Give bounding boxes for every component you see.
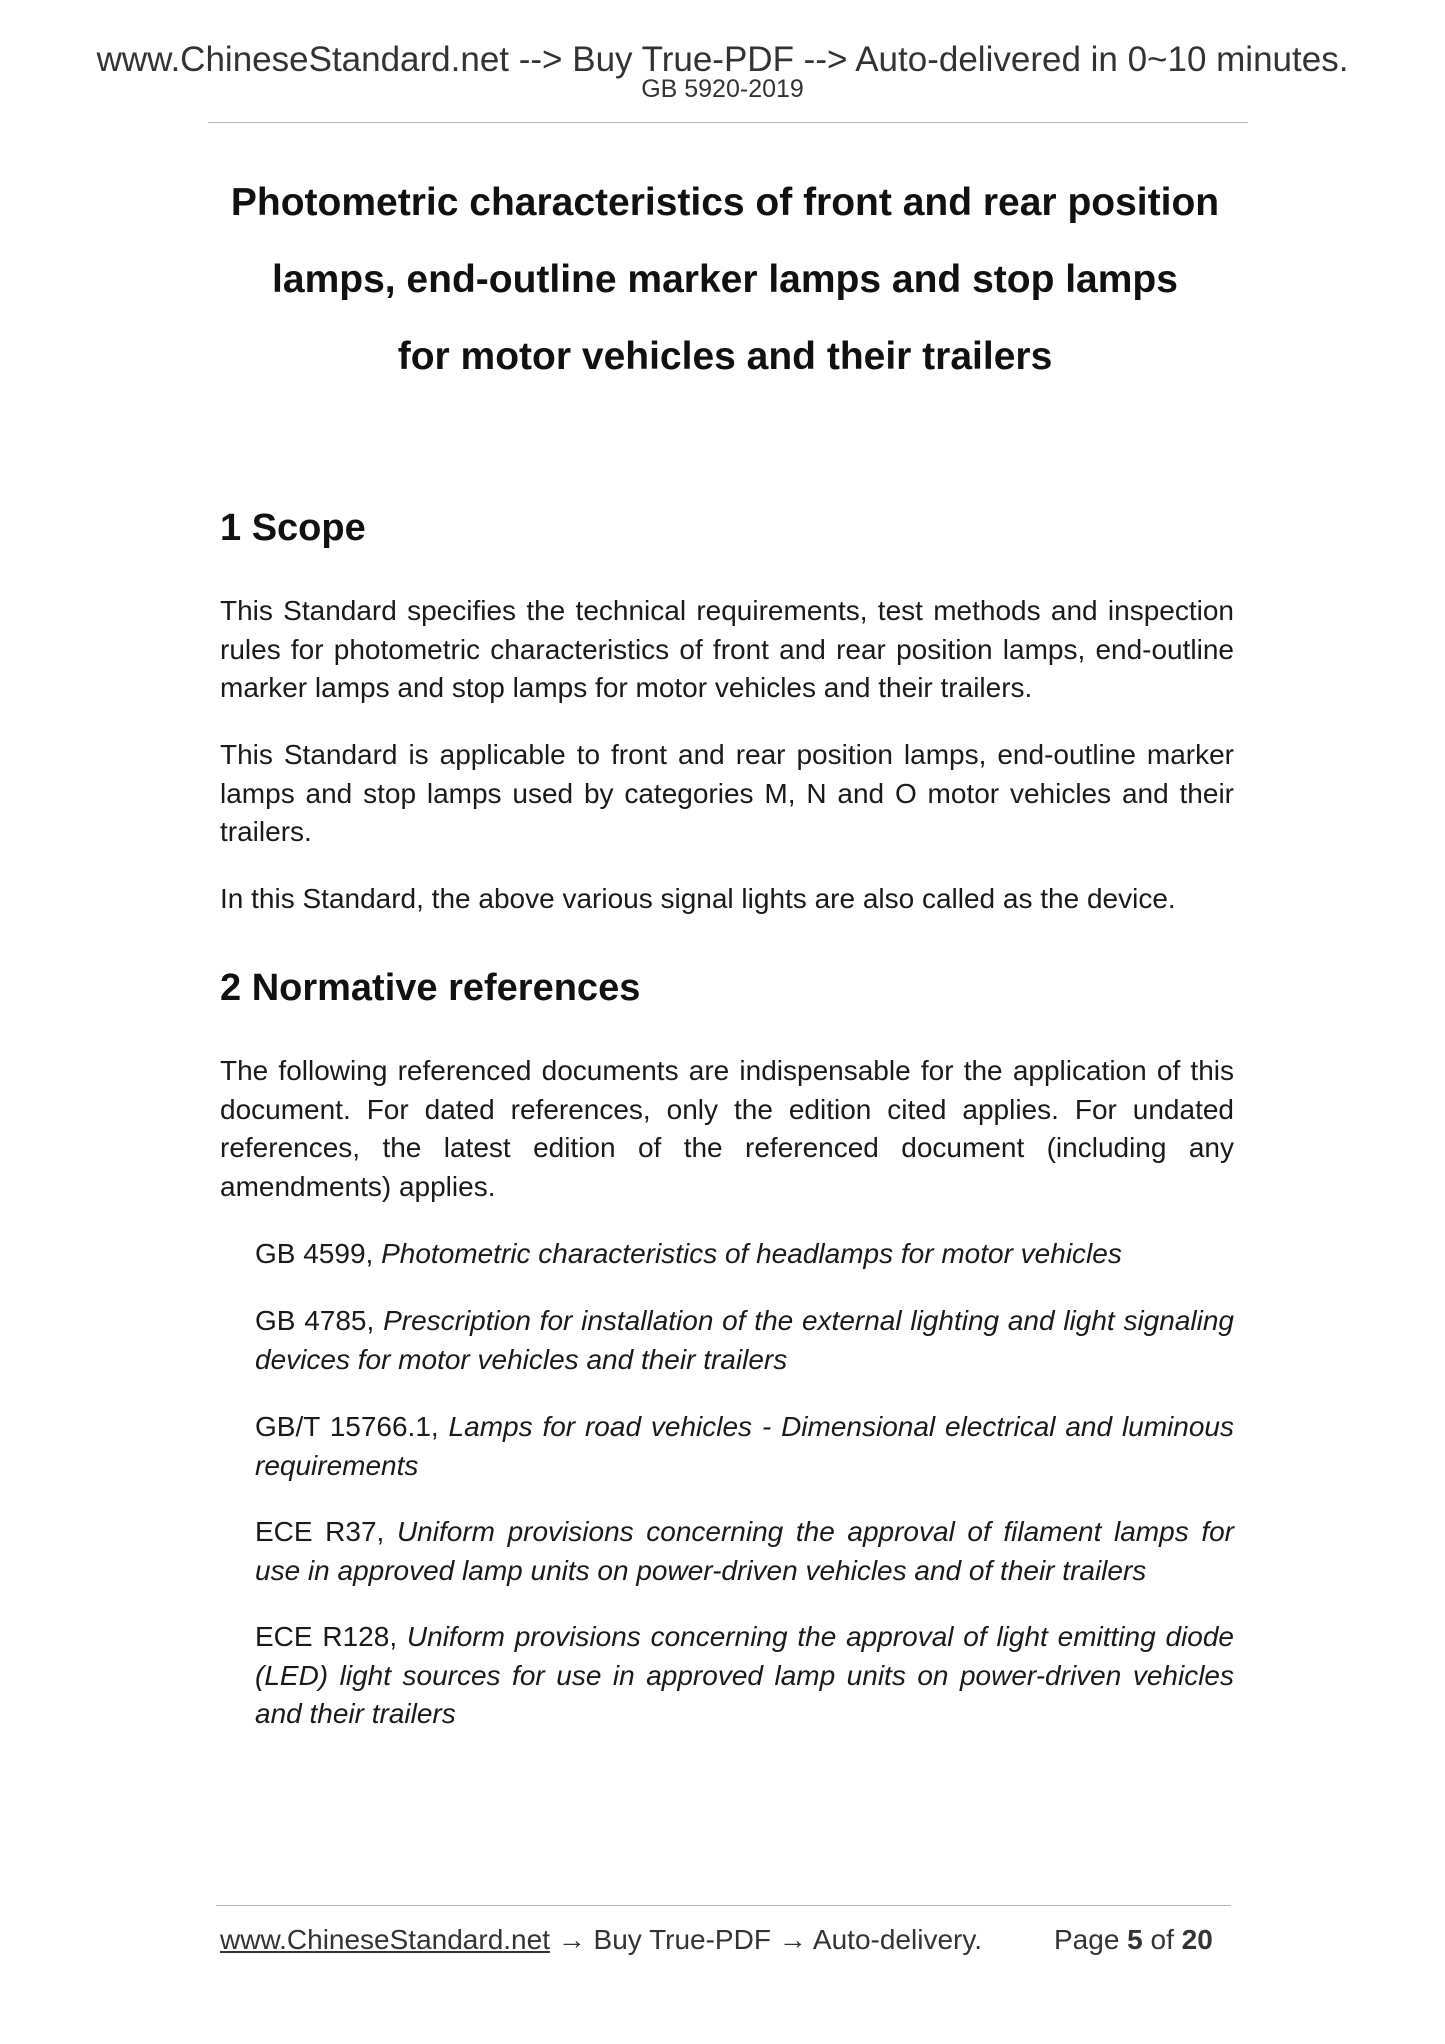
- reference-code: ECE R37,: [255, 1516, 397, 1547]
- reference-item: [255, 1513, 1234, 1590]
- document-code: GB 5920-2019: [641, 75, 804, 103]
- reference-title: Uniform provisions concerning the approval of light emitting diode (LED) light sources for use in approved lamp units on power-driven vehicles and their trailers: [255, 1621, 1234, 1729]
- page-of-label: of: [1142, 1924, 1182, 1955]
- reference-item: [255, 1235, 1234, 1274]
- reference-title: Photometric characteristics of headlamps for motor vehicles: [381, 1238, 1122, 1269]
- references-intro-paragraph: The following referenced documents are indispensable for the application of this document. For dated references, only the edition cited applies. For undated references, the latest edition of the referenced document (including any amendments) applies.: [220, 1055, 1234, 1202]
- page-label: Page: [1054, 1924, 1128, 1955]
- reference-code: GB 4599,: [255, 1238, 382, 1269]
- reference-code: ECE R128,: [255, 1621, 407, 1652]
- page-total: 20: [1181, 1924, 1213, 1955]
- title-line-1: Photometric characteristics of front and rear position: [230, 181, 1220, 224]
- reference-code: GB/T 15766.1,: [255, 1411, 449, 1442]
- document-title: [180, 164, 1270, 395]
- reference-title: Prescription for installation of the external lighting and light signaling devices for motor vehicles and their trailers: [255, 1305, 1234, 1375]
- footer-site-link[interactable]: www.ChineseStandard.net: [220, 1924, 550, 1955]
- title-line-3: for motor vehicles and their trailers: [397, 335, 1053, 378]
- reference-title: Uniform provisions concerning the approval of filament lamps for use in approved lamp units on power-driven vehicles and of their trailers: [255, 1516, 1234, 1586]
- page-indicator: [1054, 1922, 1213, 1958]
- reference-item: [255, 1302, 1234, 1379]
- footer-promo: [220, 1922, 982, 1958]
- title-line-2: lamps, end-outline marker lamps and stop lamps: [272, 258, 1178, 301]
- scope-paragraph-3: In this Standard, the above various signal lights are also called as the device.: [220, 883, 1176, 914]
- header-divider: [208, 122, 1248, 123]
- section-heading-scope: 1 Scope: [220, 507, 366, 549]
- footer-promo-text: → Buy True-PDF → Auto-delivery.: [549, 1924, 983, 1955]
- top-banner: www.ChineseStandard.net --> Buy True-PDF --> Auto-delivered in 0~10 minutes.: [96, 40, 1349, 79]
- page-current: 5: [1127, 1924, 1143, 1955]
- reference-code: GB 4785,: [255, 1305, 384, 1336]
- scope-paragraph-1: This Standard specifies the technical requirements, test methods and inspection rules for photometric characteristics of front and rear position lamps, end-outline marker lamps and stop lamps for motor vehicles and their trailers.: [220, 595, 1234, 703]
- reference-item: [255, 1618, 1234, 1734]
- footer-divider: [216, 1905, 1231, 1906]
- reference-item: [255, 1408, 1234, 1485]
- reference-title: Lamps for road vehicles - Dimensional electrical and luminous requirements: [255, 1411, 1234, 1481]
- section-heading-normative-references: 2 Normative references: [220, 967, 641, 1009]
- scope-paragraph-2: This Standard is applicable to front and rear position lamps, end-outline marker lamps and stop lamps used by categories M, N and O motor vehicles and their trailers.: [220, 739, 1234, 847]
